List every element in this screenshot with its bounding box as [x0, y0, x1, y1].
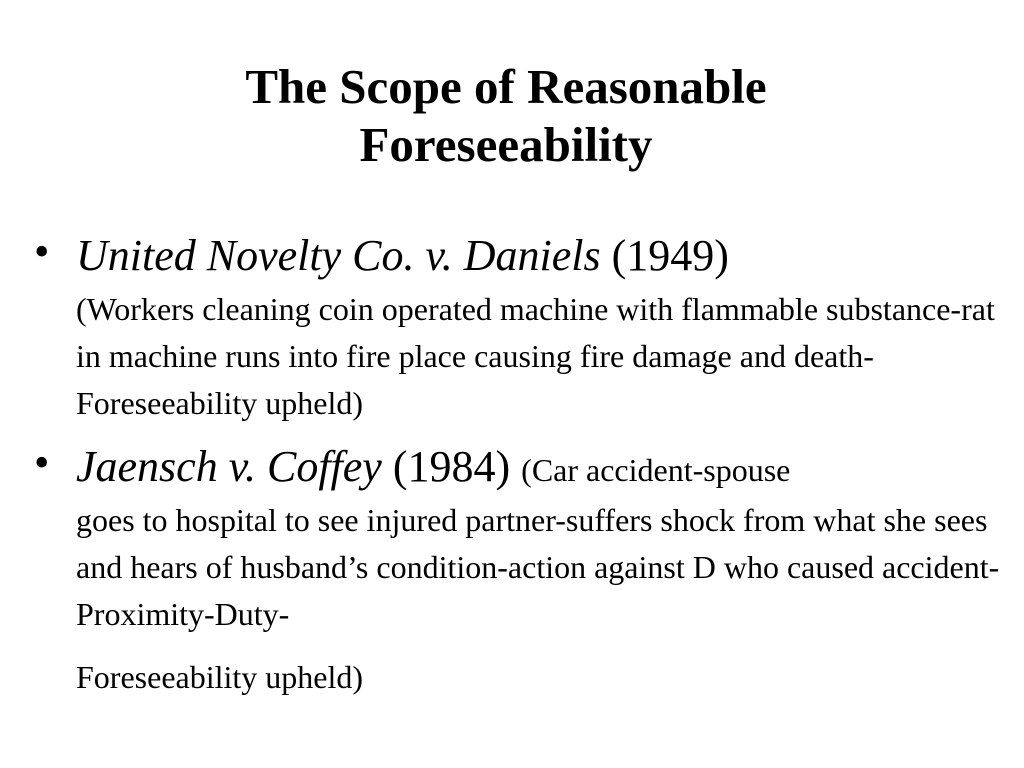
- case-year: (1984): [392, 442, 511, 491]
- bullet-item-jaensch: [0, 437, 1024, 701]
- title-line-2: Foreseeability: [359, 117, 653, 172]
- case-description-end: Foreseeability upheld): [76, 659, 364, 695]
- case-name: Jaensch v. Coffey: [76, 442, 382, 491]
- case-name: United Novelty Co. v. Daniels: [76, 231, 601, 280]
- title-line-1: The Scope of Reasonable: [245, 59, 767, 114]
- bullet-dot-icon: •: [34, 227, 50, 276]
- case-citation: [76, 226, 1004, 286]
- case-description: (Workers cleaning coin operated machine with flammable substance-rat in machine runs into fire place causing fire damage and death-Foreseeability upheld): [76, 291, 995, 421]
- case-description-start: (Car accident-spouse: [521, 452, 791, 488]
- slide-title: [100, 58, 912, 174]
- bullet-dot-icon: •: [34, 438, 50, 487]
- case-citation: [76, 437, 1004, 497]
- case-description-middle: goes to hospital to see injured partner-suffers shock from what she sees and hears of husband’s condition-action against D who caused accident-Proximity-Duty-: [76, 502, 1000, 632]
- bullet-list: [0, 226, 1024, 701]
- bullet-item-united-novelty: [0, 226, 1024, 427]
- case-year: (1949): [611, 231, 729, 280]
